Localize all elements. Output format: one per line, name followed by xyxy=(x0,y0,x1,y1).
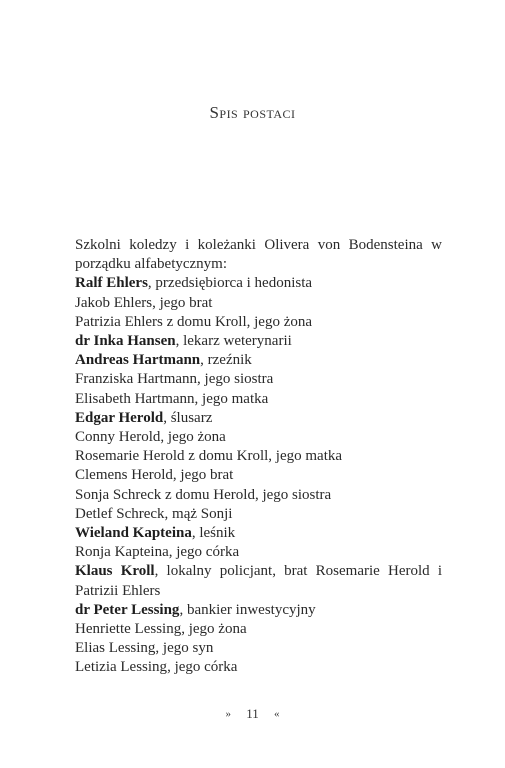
character-name: Wieland Kapteina xyxy=(75,525,192,542)
character-name: dr Peter Lessing xyxy=(75,601,180,618)
character-description: , jego matka xyxy=(268,448,343,465)
character-entry xyxy=(75,620,442,639)
character-entry xyxy=(75,543,442,562)
character-name: Jakob Ehlers xyxy=(75,294,153,311)
character-entry xyxy=(75,639,442,658)
character-name: Ralf Ehlers xyxy=(75,275,148,292)
character-name: Ronja Kapteina xyxy=(75,544,169,561)
character-description: , jego żona xyxy=(246,313,313,330)
character-entry xyxy=(75,332,442,351)
character-entry xyxy=(75,294,442,313)
character-name: Elias Lessing xyxy=(75,640,156,657)
character-entry xyxy=(75,409,442,428)
character-description: , ślusarz xyxy=(163,409,213,426)
character-description: , jego żona xyxy=(160,429,226,446)
character-entry xyxy=(75,466,442,485)
character-entry xyxy=(75,505,442,524)
character-description: , jego brat xyxy=(152,294,213,311)
character-entry xyxy=(75,370,442,389)
character-name: Henriette Lessing xyxy=(75,621,182,638)
page-title: Spis postaci xyxy=(209,103,296,122)
character-entry xyxy=(75,390,442,409)
character-entry xyxy=(75,313,442,332)
character-name: Andreas Hartmann xyxy=(75,352,201,369)
character-entry xyxy=(75,658,442,677)
character-description: , jego matka xyxy=(194,390,269,407)
character-description: , jego córka xyxy=(168,544,240,561)
footer-right-mark: « xyxy=(274,708,280,720)
character-entry xyxy=(75,562,442,600)
character-description: , lokalny policjant, brat Rosemarie Herold i Patrizii Ehlers xyxy=(75,563,442,599)
footer-left-mark: » xyxy=(225,708,231,720)
character-description: , mąż Sonji xyxy=(164,505,233,522)
character-description: , jego siostra xyxy=(254,486,332,503)
character-description: , bankier inwestycyjny xyxy=(179,601,316,618)
character-name: Detlef Schreck xyxy=(75,505,165,522)
character-name: Clemens Herold xyxy=(75,467,173,484)
character-name: Franziska Hartmann xyxy=(75,371,198,388)
character-name: Patrizia Ehlers z domu Kroll xyxy=(75,313,247,330)
character-entry xyxy=(75,447,442,466)
page-number: 11 xyxy=(246,706,259,721)
character-description: , jego siostra xyxy=(197,371,274,388)
character-description: , jego córka xyxy=(167,659,238,676)
character-entry xyxy=(75,428,442,447)
character-entry xyxy=(75,274,442,293)
character-description: , jego żona xyxy=(181,621,247,638)
character-entry xyxy=(75,524,442,543)
character-name: Sonja Schreck z domu Herold xyxy=(75,486,255,503)
entries-list xyxy=(75,274,442,677)
page-footer xyxy=(0,706,505,722)
character-description: , lekarz weterynarii xyxy=(175,333,292,350)
character-description: , jego syn xyxy=(155,640,214,657)
character-name: Klaus Kroll xyxy=(75,563,155,580)
character-name: Conny Herold xyxy=(75,429,161,446)
character-description: , leśnik xyxy=(191,525,236,542)
character-entry xyxy=(75,351,442,370)
character-name: Letizia Lessing xyxy=(75,659,168,676)
intro-text: Szkolni koledzy i koleżanki Olivera von Bodensteina w porządku alfabetycznym: xyxy=(75,237,442,273)
character-description: , przedsiębiorca i hedonista xyxy=(147,275,313,292)
character-name: Rosemarie Herold z domu Kroll xyxy=(75,448,269,465)
character-entry xyxy=(75,601,442,620)
character-description: , jego brat xyxy=(172,467,234,484)
character-entry xyxy=(75,486,442,505)
character-name: dr Inka Hansen xyxy=(75,333,176,350)
character-description: , rzeźnik xyxy=(200,352,252,369)
character-name: Edgar Herold xyxy=(75,409,164,426)
character-name: Elisabeth Hartmann xyxy=(75,390,195,407)
character-list xyxy=(75,236,442,678)
